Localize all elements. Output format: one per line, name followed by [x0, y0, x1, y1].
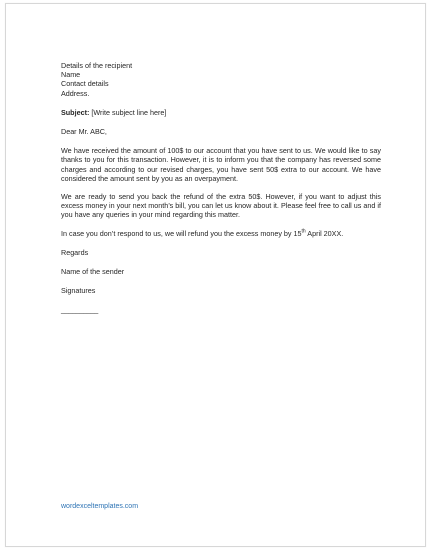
- recipient-line-contact: Contact details: [61, 79, 109, 89]
- subject-label: Subject:: [61, 107, 90, 117]
- recipient-line-name: Name: [61, 70, 81, 80]
- recipient-line-heading: Details of the recipient: [61, 61, 133, 70]
- closing-paragraph: [61, 229, 381, 238]
- subject-text: [Write subject line here]: [89, 107, 167, 117]
- ordinal-suffix: th: [301, 228, 306, 235]
- closing-text-after: April 20XX.: [305, 228, 344, 238]
- document-page: [5, 3, 426, 547]
- body-paragraph-1: We have received the amount of 100$ to our account that you have sent to us. We would like to say thanks to you for this transaction. However, it is to inform you that the company has reversed some charges and according to our revised charges, you have sent 50$ extra to our account. We have considered the amount sent by you as an overpayment.: [61, 146, 381, 183]
- sender-name: Name of the sender: [61, 267, 125, 277]
- signature-line: __________: [61, 305, 98, 315]
- recipient-details: [61, 61, 381, 98]
- closing-text-before: In case you don’t respond to us, we will refund you the excess money by 15: [61, 228, 302, 238]
- letter-body: [61, 61, 381, 315]
- recipient-line-address: Address.: [61, 88, 90, 98]
- footer-link[interactable]: wordexceltemplates.com: [61, 503, 139, 510]
- regards: Regards: [61, 247, 89, 257]
- body-paragraph-2: We are ready to send you back the refund of the extra 50$. However, if you want to adjust this excess money in your next month’s bill, you can let us know about it. Please feel free to call us and if you have any queries in your mind regarding this matter.: [61, 192, 381, 220]
- subject-line: [61, 108, 381, 117]
- greeting: Dear Mr. ABC,: [61, 127, 107, 137]
- signatures-label: Signatures: [61, 286, 96, 296]
